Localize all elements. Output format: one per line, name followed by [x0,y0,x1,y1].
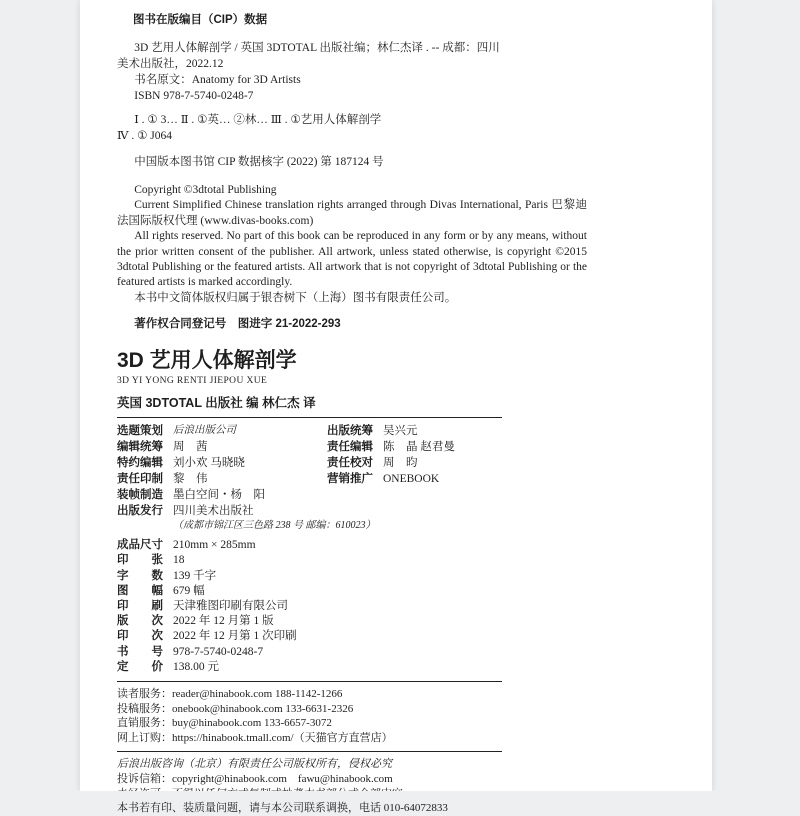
legal-footer-section [117,757,682,816]
credit-label: 选题策划 [117,425,163,438]
spec-row [117,660,682,675]
spec-value: 139 千字 [173,569,217,582]
spec-value: 978-7-5740-0248-7 [173,645,264,658]
credit-row [327,423,455,439]
divider-rule-middle [117,681,502,682]
spec-value: 2022 年 12 月第 1 版 [173,615,274,628]
book-copyright-page [80,0,712,815]
spec-row [117,538,682,553]
reader-services-section [117,687,682,745]
credit-value: 四川美术出版社 [173,505,254,518]
spec-label: 印 次 [117,630,163,643]
spec-row [117,645,682,660]
spec-value: 679 幅 [173,584,205,597]
spec-row [117,614,682,629]
spec-value: 18 [173,554,185,567]
copyright-translation-rights: Current Simplified Chinese translation rights arranged through Divas International, Paris 巴黎迪法国际版权代理 (www.divas-books.com) [117,199,587,227]
copyright-registration-number: 著作权合同登记号 图进字 21-2022-293 [134,318,341,331]
credit-label: 装帧制造 [117,489,163,502]
cip-classification [117,112,537,144]
divider-rule-bottom [117,751,502,752]
credits-right-column [327,423,455,487]
spec-value: 210mm × 285mm [173,539,256,552]
spec-label: 书 号 [117,645,163,658]
credit-label: 特约编辑 [117,457,163,470]
spec-row [117,584,682,599]
spec-row [117,599,682,614]
credit-label: 责任校对 [327,457,373,470]
spec-value: 138.00 元 [173,660,219,673]
divider-rule-top [117,417,502,418]
credit-label: 营销推广 [327,473,373,486]
rights-owner-line: 后浪出版咨询（北京）有限责任公司版权所有，侵权必究 [117,758,392,771]
spec-row [117,553,682,568]
direct-sales-line: 直销服务：buy@hinabook.com 133-6657-3072 [117,717,332,730]
credit-row [117,503,682,519]
copyright-all-rights-reserved: All rights reserved. No part of this book can be reproduced in any form or by any means, without the prior written consent of the publisher. All artwork, unless stated otherwise, is copyright ©2015 3dtotal Publishing or the featured artists. All artwork that is not copyright of 3dtotal Publishing or the featured artists is marked accordingly. [117,230,587,289]
credit-row [327,455,455,471]
spec-label: 印 刷 [117,600,163,613]
spec-label: 成品尺寸 [117,539,163,552]
submission-service-line: 投稿服务：onebook@hinabook.com 133-6631-2326 [117,702,354,715]
cip-class-line2: Ⅳ . ① J064 [117,130,173,142]
spec-label: 字 数 [117,569,163,582]
spec-label: 版 次 [117,615,163,628]
credit-label: 责任编辑 [327,441,373,454]
spec-row [117,569,682,584]
publisher-address: （成都市锦江区三色路 238 号 邮编：610023） [173,520,376,532]
credit-value: 吴兴元 [383,425,418,438]
credit-value: 墨白空间・杨 阳 [173,489,265,502]
spec-label: 印 张 [117,554,163,567]
online-order-line: 网上订购：https://hinabook.tmall.com/（天猫官方直营店） [117,731,393,744]
credit-value: 刘小欢 马晓晓 [173,457,245,470]
credits-section [117,423,682,519]
reader-service-line: 读者服务：reader@hinabook.com 188-1142-1266 [117,688,343,701]
credit-value: 陈 晶 赵君曼 [383,441,455,454]
spec-row [117,629,682,644]
credit-row [327,471,455,487]
credit-row [117,487,682,503]
credit-value: 周 昀 [383,457,418,470]
credit-value: 黎 伟 [173,473,208,486]
print-specs-section [117,538,682,675]
spec-label: 定 价 [117,660,163,673]
quality-contact-line: 本书若有印、装质量问题，请与本公司联系调换，电话 010-64072833 [117,802,448,815]
book-title-pinyin: 3D YI YONG RENTI JIEPOU XUE [117,376,268,387]
cip-original-title: 书名原文：Anatomy for 3D Artists [134,74,301,86]
copyright-simplified-chinese: 本书中文简体版权归属于银杏树下（上海）图书有限责任公司。 [134,291,457,304]
spec-value: 天津雅图印刷有限公司 [173,600,288,613]
book-byline: 英国 3DTOTAL 出版社 编 林仁杰 译 [117,396,316,411]
credit-label: 责任印制 [117,473,163,486]
cip-isbn: ISBN 978-7-5740-0248-7 [134,90,254,102]
copyright-block [117,183,587,306]
credit-value: 周 茜 [173,441,208,454]
copyright-line: Copyright ©3dtotal Publishing [134,184,277,196]
cip-class-line1: Ⅰ . ① 3… Ⅱ . ①英… ②林… Ⅲ . ①艺用人体解剖学 [134,114,382,126]
credit-row [327,439,455,455]
credit-value: ONEBOOK [383,473,440,486]
cip-data-block [117,40,509,104]
cip-bibliographic-entry: 3D 艺用人体解剖学 / 英国 3DTOTAL 出版社编；林仁杰译 . -- 成都：四川美术出版社，2022.12 [117,42,500,70]
cip-heading: 图书在版编目（CIP）数据 [133,14,268,26]
credit-value: 后浪出版公司 [173,425,236,437]
complaint-email-line: 投诉信箱：copyright@hinabook.com fawu@hinabook.com [117,772,393,785]
credit-label: 编辑统筹 [117,441,163,454]
credit-label: 出版发行 [117,505,163,518]
cip-registry-number: 中国版本图书馆 CIP 数据核字 (2022) 第 187124 号 [134,156,384,168]
credit-label: 出版统筹 [327,425,373,438]
spec-value: 2022 年 12 月第 1 次印刷 [173,630,297,643]
background-bottom-margin [0,791,800,800]
book-title: 3D 艺用人体解剖学 [117,349,297,373]
spec-label: 图 幅 [117,584,163,597]
